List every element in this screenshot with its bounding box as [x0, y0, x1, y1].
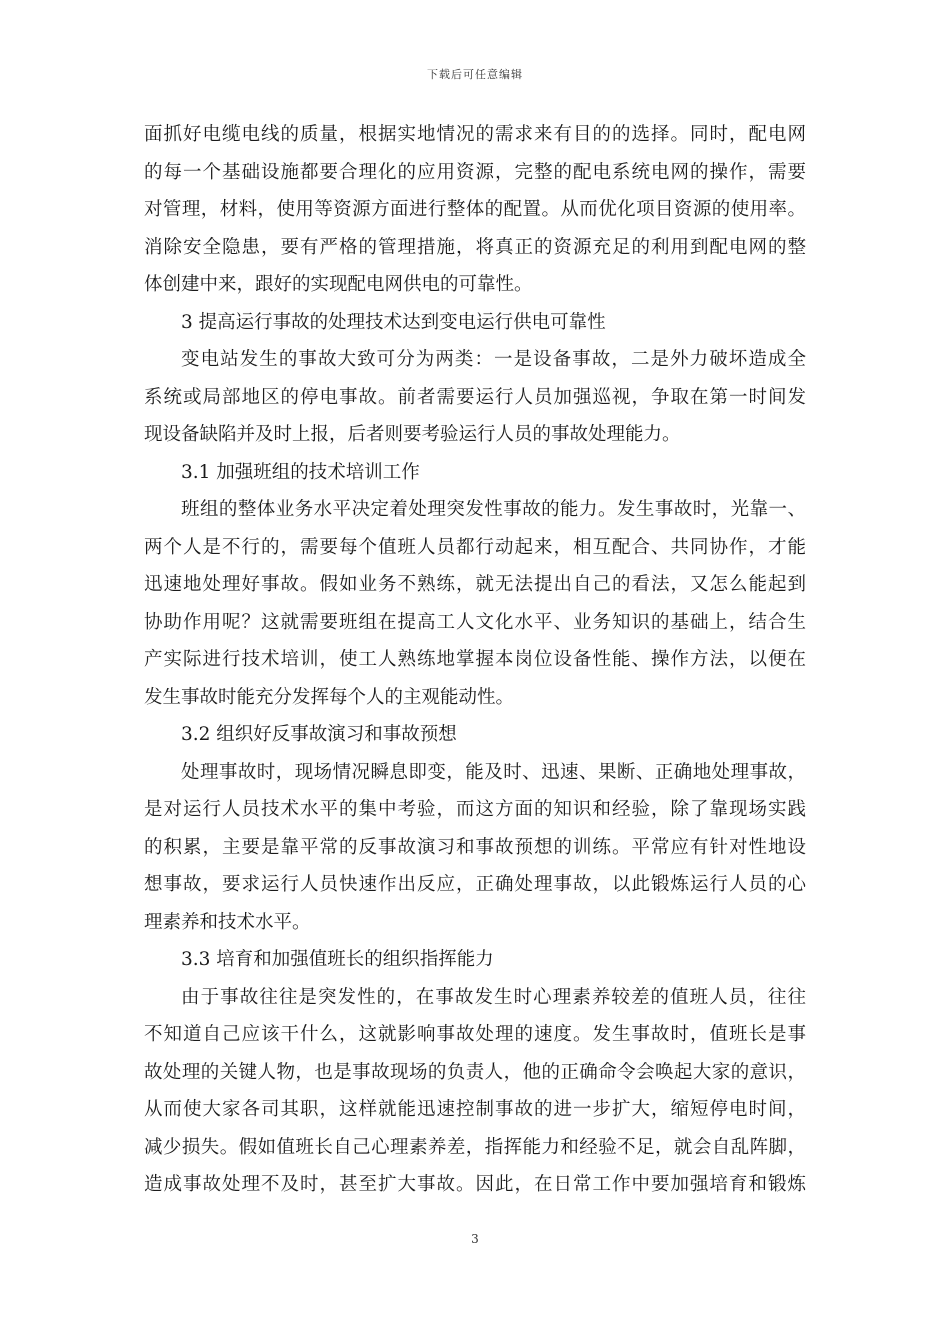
- text-line: 减少损失。假如值班长自己心理素养差，指挥能力和经验不足，就会自乱阵脚，: [144, 1136, 806, 1158]
- section-heading: 3.2 组织好反事故演习和事故预想: [181, 724, 457, 745]
- text-line: 不知道自己应该干什么，这就影响事故处理的速度。发生事故时，值班长是事: [144, 1024, 806, 1045]
- text-line: 的每一个基础设施都要合理化的应用资源，完整的配电系统电网的操作，需要: [144, 161, 806, 183]
- text-line: 对管理，材料，使用等资源方面进行整体的配置。从而优化项目资源的使用率。: [144, 199, 806, 220]
- text-line: 故处理的关键人物，也是事故现场的负责人，他的正确命令会唤起大家的意识，: [144, 1061, 806, 1083]
- text-line: 处理事故时，现场情况瞬息即变，能及时、迅速、果断、正确地处理事故，: [181, 761, 806, 783]
- text-line: 迅速地处理好事故。假如业务不熟练，就无法提出自己的看法，又怎么能起到: [144, 574, 806, 595]
- text-line: 两个人是不行的，需要每个值班人员都行动起来，相互配合、共同协作，才能: [144, 536, 806, 558]
- text-line: 协助作用呢？这就需要班组在提高工人文化水平、业务知识的基础上，结合生: [144, 611, 806, 633]
- text-line: 造成事故处理不及时，甚至扩大事故。因此，在日常工作中要加强培育和锻炼: [144, 1174, 806, 1195]
- text-line: 变电站发生的事故大致可分为两类：一是设备事故，二是外力破坏造成全: [181, 349, 806, 370]
- document-body: [144, 116, 806, 1204]
- text-line: 从而使大家各司其职，这样就能迅速控制事故的进一步扩大，缩短停电时间，: [144, 1099, 806, 1120]
- section-heading: 3 提高运行事故的处理技术达到变电运行供电可靠性: [181, 311, 606, 333]
- text-line: 由于事故往往是突发性的，在事故发生时心理素养较差的值班人员，往往: [181, 986, 806, 1008]
- text-line: 面抓好电缆电线的质量，根据实地情况的需求来有目的的选择。同时，配电网: [144, 124, 806, 145]
- text-line: 想事故，要求运行人员快速作出反应，正确处理事故，以此锻炼运行人员的心: [144, 874, 806, 895]
- text-line: 发生事故时能充分发挥每个人的主观能动性。: [144, 686, 515, 708]
- page-header: 下载后可任意编辑: [427, 68, 523, 81]
- text-line: 的积累，主要是靠平常的反事故演习和事故预想的训练。平常应有针对性地设: [144, 836, 806, 858]
- text-line: 体创建中来，跟好的实现配电网供电的可靠性。: [144, 274, 533, 295]
- text-line: 班组的整体业务水平决定着处理突发性事故的能力。发生事故时，光靠一、: [181, 499, 806, 520]
- page-number: 3: [471, 1232, 479, 1246]
- text-line: 是对运行人员技术水平的集中考验，而这方面的知识和经验，除了靠现场实践: [144, 799, 806, 820]
- text-line: 产实际进行技术培训，使工人熟练地掌握本岗位设备性能、操作方法，以便在: [144, 649, 806, 670]
- text-line: 现设备缺陷并及时上报，后者则要考验运行人员的事故处理能力。: [144, 424, 681, 445]
- text-line: 理素养和技术水平。: [144, 911, 311, 933]
- section-heading: 3.1 加强班组的技术培训工作: [181, 461, 420, 483]
- text-line: 消除安全隐患，要有严格的管理措施，将真正的资源充足的利用到配电网的整: [144, 236, 806, 258]
- section-heading: 3.3 培育和加强值班长的组织指挥能力: [181, 949, 494, 970]
- text-line: 系统或局部地区的停电事故。前者需要运行人员加强巡视，争取在第一时间发: [144, 386, 806, 408]
